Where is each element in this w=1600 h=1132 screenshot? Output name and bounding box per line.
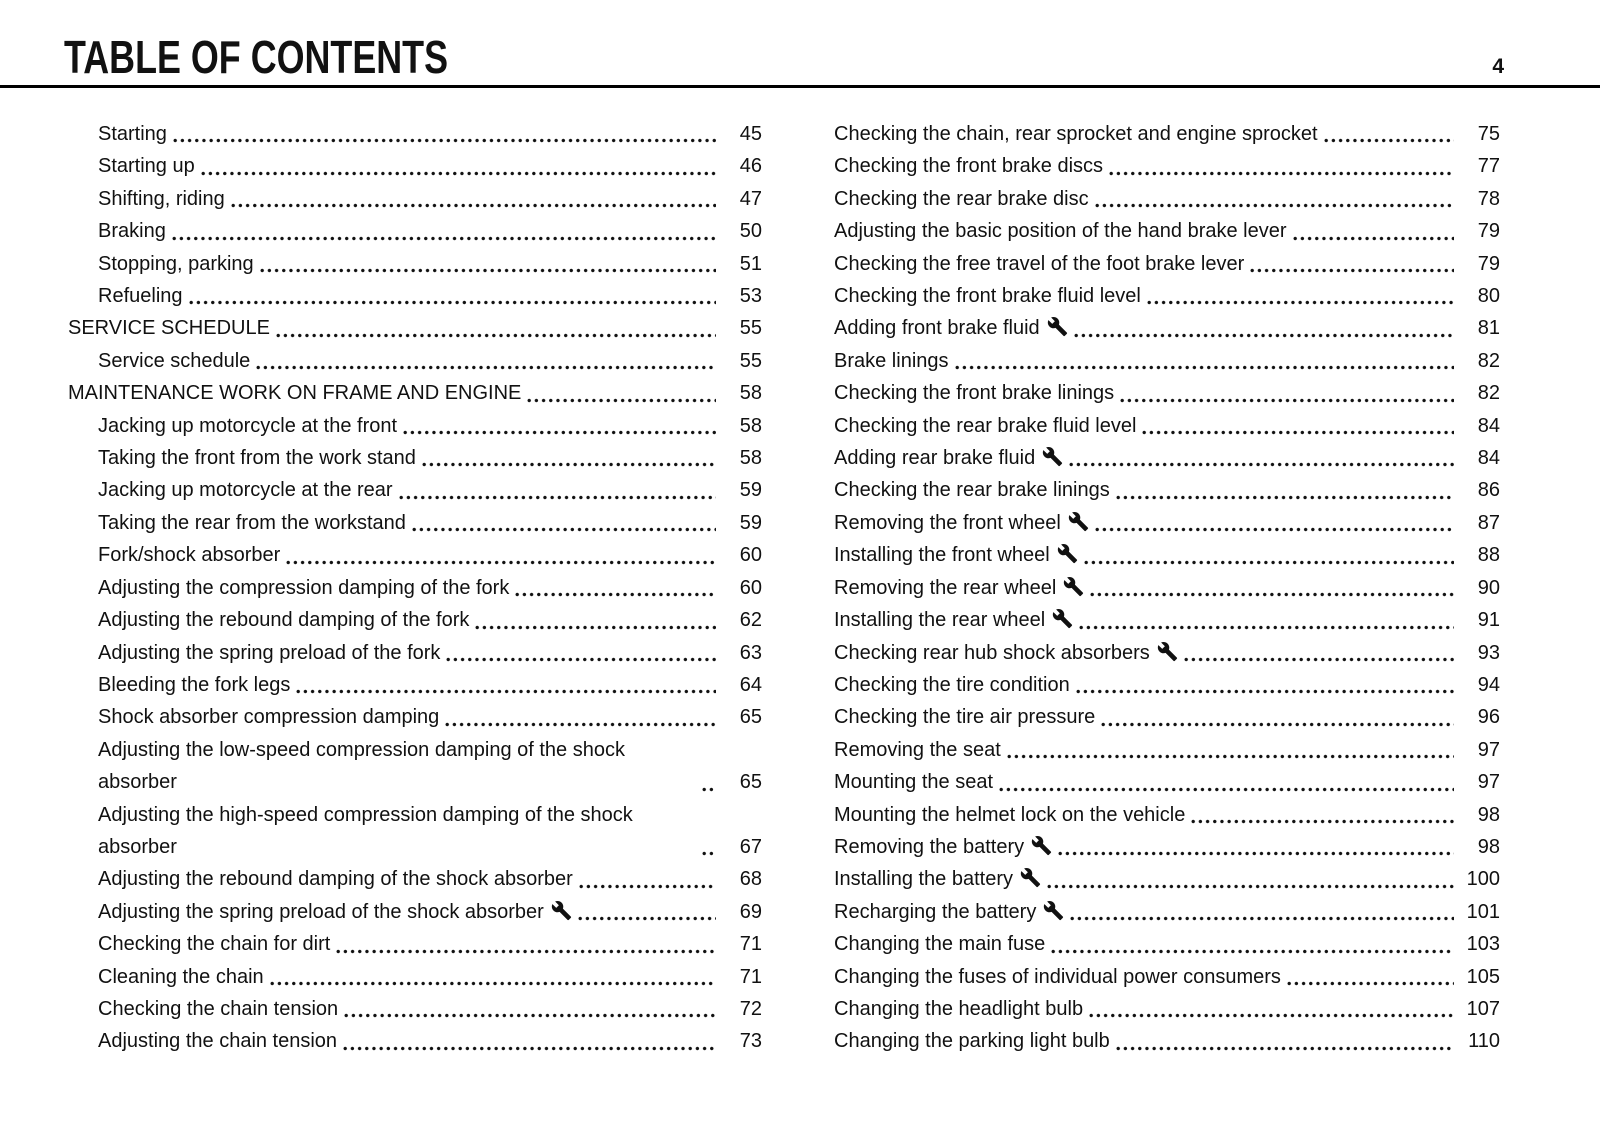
- toc-leader-dots: [336, 949, 716, 954]
- toc-leader-dots: [1324, 138, 1454, 143]
- toc-leader-dots: [1089, 1013, 1454, 1018]
- toc-entry-label: Braking: [98, 220, 166, 243]
- toc-entry[interactable]: [68, 701, 762, 733]
- toc-entry-page: 79: [1477, 252, 1500, 275]
- toc-entry[interactable]: [68, 863, 762, 895]
- toc-entry-label: Checking the rear brake fluid level: [834, 414, 1137, 437]
- toc-entry[interactable]: [68, 734, 762, 799]
- toc-leader-dots: [1069, 462, 1454, 467]
- toc-entry[interactable]: [834, 896, 1500, 928]
- toc-entry[interactable]: [68, 1025, 762, 1057]
- toc-entry-label: MAINTENANCE WORK ON FRAME AND ENGINE: [68, 382, 522, 405]
- toc-entry-page: 84: [1477, 414, 1500, 437]
- toc-entry[interactable]: [834, 312, 1500, 344]
- toc-leader-dots: [702, 787, 716, 792]
- toc-leader-dots: [1095, 527, 1454, 532]
- toc-entry[interactable]: [68, 183, 762, 215]
- toc-leader-dots: [527, 398, 716, 403]
- wrench-icon: [1020, 867, 1041, 888]
- toc-column-left: [68, 118, 762, 1058]
- toc-entry[interactable]: [834, 1025, 1500, 1057]
- toc-leader-dots: [1101, 722, 1454, 727]
- toc-entry[interactable]: [834, 863, 1500, 895]
- toc-entry-label: Cleaning the chain: [98, 965, 264, 988]
- toc-leader-dots: [1147, 300, 1454, 305]
- toc-entry-page: 80: [1477, 285, 1500, 308]
- toc-leader-dots: [999, 787, 1454, 792]
- toc-entry-label: Shifting, riding: [98, 187, 225, 210]
- toc-entry-page: 47: [739, 187, 762, 210]
- toc-entry[interactable]: [834, 637, 1500, 669]
- toc-entry-label: Adjusting the basic position of the hand brake lever: [834, 220, 1287, 243]
- wrench-icon: [1047, 316, 1068, 337]
- toc-entry-label: Removing the rear wheel: [834, 572, 1084, 604]
- toc-entry-label: Adjusting the spring preload of the fork: [98, 641, 441, 664]
- toc-entry[interactable]: [68, 961, 762, 993]
- toc-entry[interactable]: [834, 701, 1500, 733]
- toc-leader-dots: [1084, 560, 1454, 565]
- toc-entry-page: 55: [739, 349, 762, 372]
- wrench-icon: [551, 900, 572, 921]
- toc-entry-label: Adjusting the low-speed compression damping of the shock absorber: [98, 738, 625, 794]
- toc-leader-dots: [1007, 754, 1454, 759]
- toc-entry[interactable]: [834, 118, 1500, 150]
- toc-entry-page: 97: [1477, 738, 1500, 761]
- toc-leader-dots: [579, 884, 716, 889]
- toc-entry-label: Adding rear brake fluid: [834, 442, 1063, 474]
- toc-leader-dots: [399, 495, 716, 500]
- toc-entry[interactable]: [834, 377, 1500, 409]
- toc-entry-page: 77: [1477, 155, 1500, 178]
- toc-leader-dots: [172, 236, 716, 241]
- toc-entry-page: 62: [739, 609, 762, 632]
- toc-entry[interactable]: [68, 896, 762, 928]
- toc-entry-page: 73: [739, 1030, 762, 1053]
- page-number: 4: [1492, 55, 1504, 78]
- toc-entry[interactable]: [834, 604, 1500, 636]
- toc-entry-label: Mounting the seat: [834, 771, 993, 794]
- toc-leader-dots: [1184, 657, 1454, 662]
- toc-entry-label: Stopping, parking: [98, 252, 254, 275]
- toc-leader-dots: [1116, 1046, 1454, 1051]
- wrench-icon: [1042, 446, 1063, 467]
- toc-entry-page: 67: [739, 835, 762, 858]
- toc-entry-page: 103: [1466, 933, 1500, 956]
- toc-entry-page: 94: [1477, 673, 1500, 696]
- toc-leader-dots: [403, 430, 716, 435]
- toc-entry[interactable]: [68, 993, 762, 1025]
- toc-entry[interactable]: [834, 572, 1500, 604]
- toc-entry-page: 58: [739, 414, 762, 437]
- toc-entry-label: Checking the chain tension: [98, 997, 339, 1020]
- toc-entry-page: 107: [1466, 997, 1500, 1020]
- toc-entry-page: 91: [1477, 609, 1500, 632]
- toc-leader-dots: [1120, 398, 1454, 403]
- toc-leader-dots: [445, 722, 716, 727]
- toc-entry-page: 100: [1466, 868, 1500, 891]
- toc-entry-page: 45: [739, 123, 762, 145]
- toc-leader-dots: [955, 365, 1454, 370]
- toc-entry[interactable]: [68, 345, 762, 377]
- toc-entry[interactable]: [68, 637, 762, 669]
- toc-entry-label: Checking the rear brake disc: [834, 187, 1089, 210]
- toc-entry-label: Starting up: [98, 155, 195, 178]
- wrench-icon: [1052, 608, 1073, 629]
- toc-entry-label: Starting: [98, 123, 167, 145]
- toc-leader-dots: [1116, 495, 1454, 500]
- toc-leader-dots: [276, 333, 716, 338]
- toc-column-right: [834, 118, 1500, 1058]
- toc-entry[interactable]: [834, 669, 1500, 701]
- toc-entry-page: 71: [739, 965, 762, 988]
- toc-entry-label: Adjusting the rebound damping of the fork: [98, 609, 470, 632]
- toc-entry[interactable]: [834, 215, 1500, 247]
- toc-entry-page: 93: [1477, 641, 1500, 664]
- toc-entry-page: 59: [739, 511, 762, 534]
- toc-leader-dots: [256, 365, 716, 370]
- toc-entry[interactable]: [834, 183, 1500, 215]
- toc-entry-page: 81: [1477, 317, 1500, 340]
- toc-entry-page: 71: [739, 933, 762, 956]
- toc-entry-label: Checking the chain for dirt: [98, 933, 331, 956]
- toc-entry-label: Service schedule: [98, 349, 251, 372]
- wrench-icon: [1031, 835, 1052, 856]
- toc-entry-label: Adjusting the spring preload of the shock absorber: [98, 896, 572, 928]
- toc-entry-page: 101: [1466, 900, 1500, 923]
- toc-entry[interactable]: [834, 539, 1500, 571]
- toc-leader-dots: [702, 851, 716, 856]
- toc-entry-page: 60: [739, 544, 762, 567]
- toc-entry-label: Changing the headlight bulb: [834, 997, 1084, 1020]
- toc-leader-dots: [173, 138, 716, 143]
- toc-leader-dots: [231, 203, 716, 208]
- toc-leader-dots: [1090, 592, 1454, 597]
- toc-leader-dots: [422, 462, 716, 467]
- toc-entry[interactable]: [834, 474, 1500, 506]
- toc-leader-dots: [1095, 203, 1454, 208]
- toc-entry-page: 46: [739, 155, 762, 178]
- toc-entry-label: Checking the rear brake linings: [834, 479, 1110, 502]
- toc-leader-dots: [1058, 851, 1454, 856]
- toc-entry-label: Adjusting the compression damping of the fork: [98, 576, 510, 599]
- toc-entry[interactable]: [834, 961, 1500, 993]
- toc-leader-dots: [343, 1046, 716, 1051]
- toc-entry-label: Brake linings: [834, 349, 949, 372]
- wrench-icon: [1057, 543, 1078, 564]
- toc-entry[interactable]: [68, 474, 762, 506]
- toc-leader-dots: [260, 268, 716, 273]
- toc-leader-dots: [1076, 689, 1454, 694]
- toc-entry-page: 87: [1477, 511, 1500, 534]
- toc-entry[interactable]: [68, 669, 762, 701]
- toc-entry-page: 53: [739, 285, 762, 308]
- toc-entry-page: 63: [739, 641, 762, 664]
- toc-leader-dots: [475, 625, 716, 630]
- toc-entry-label: Shock absorber compression damping: [98, 706, 440, 729]
- toc-entry-label: Recharging the battery: [834, 896, 1064, 928]
- toc-entry[interactable]: [834, 248, 1500, 280]
- toc-entry-page: 82: [1477, 349, 1500, 372]
- toc-entry-page: 75: [1477, 123, 1500, 145]
- toc-leader-dots: [1250, 268, 1454, 273]
- toc-entry-label: Checking the front brake fluid level: [834, 285, 1141, 308]
- toc-entry[interactable]: [68, 118, 762, 150]
- toc-entry-label: Changing the parking light bulb: [834, 1030, 1110, 1053]
- toc-entry[interactable]: [68, 150, 762, 182]
- toc-leader-dots: [270, 981, 716, 986]
- toc-entry-label: Refueling: [98, 285, 183, 308]
- wrench-icon: [1068, 511, 1089, 532]
- toc-entry-page: 51: [739, 252, 762, 275]
- toc-entry[interactable]: [68, 280, 762, 312]
- toc-entry-page: 58: [739, 382, 762, 405]
- toc-entry[interactable]: [68, 442, 762, 474]
- toc-entry-label: Checking the front brake discs: [834, 155, 1104, 178]
- toc-entry[interactable]: [834, 928, 1500, 960]
- toc-leader-dots: [296, 689, 716, 694]
- toc-entry[interactable]: [68, 572, 762, 604]
- toc-entry-page: 65: [739, 706, 762, 729]
- wrench-icon: [1157, 641, 1178, 662]
- toc-entry[interactable]: [834, 831, 1500, 863]
- toc-entry-label: Removing the seat: [834, 738, 1001, 761]
- toc-leader-dots: [286, 560, 716, 565]
- toc-entry-page: 98: [1477, 835, 1500, 858]
- toc-leader-dots: [1070, 916, 1454, 921]
- toc-entry-label: Checking the front brake linings: [834, 382, 1115, 405]
- toc-entry-label: Adjusting the high-speed compression damping of the shock absorber: [98, 803, 633, 858]
- toc-leader-dots: [1047, 884, 1454, 889]
- wrench-icon: [1043, 900, 1064, 921]
- toc-entry-label: Changing the main fuse: [834, 933, 1046, 956]
- toc-entry[interactable]: [68, 799, 762, 864]
- toc-entry[interactable]: [68, 215, 762, 247]
- toc-entry-page: 58: [739, 447, 762, 470]
- toc-entry-label: Bleeding the fork legs: [98, 673, 291, 696]
- toc-entry-page: 68: [739, 868, 762, 891]
- toc-leader-dots: [1142, 430, 1454, 435]
- toc-entry[interactable]: [834, 993, 1500, 1025]
- toc-entry[interactable]: [68, 312, 762, 344]
- toc-entry[interactable]: [834, 410, 1500, 442]
- toc-entry[interactable]: [834, 766, 1500, 798]
- toc-entry-label: Jacking up motorcycle at the rear: [98, 479, 393, 502]
- toc-leader-dots: [446, 657, 716, 662]
- toc-entry-page: 84: [1477, 447, 1500, 470]
- toc-entry-page: 98: [1477, 803, 1500, 826]
- toc-entry-label: Installing the battery: [834, 863, 1041, 895]
- toc-entry-label: SERVICE SCHEDULE: [68, 317, 270, 340]
- toc-leader-dots: [1191, 819, 1454, 824]
- toc-entry[interactable]: [68, 507, 762, 539]
- toc-entry-label: Fork/shock absorber: [98, 544, 281, 567]
- toc-leader-dots: [412, 527, 716, 532]
- toc-entry[interactable]: [834, 507, 1500, 539]
- toc-entry-page: 72: [739, 997, 762, 1020]
- toc-leader-dots: [578, 916, 716, 921]
- toc-entry-page: 88: [1477, 544, 1500, 567]
- toc-entry-label: Checking the tire air pressure: [834, 706, 1096, 729]
- toc-entry-label: Installing the front wheel: [834, 539, 1078, 571]
- toc-entry-page: 79: [1477, 220, 1500, 243]
- toc-entry[interactable]: [68, 539, 762, 571]
- toc-entry-label: Jacking up motorcycle at the front: [98, 414, 398, 437]
- toc-entry-label: Taking the front from the work stand: [98, 447, 416, 470]
- toc-entry-page: 50: [739, 220, 762, 243]
- page-header: [0, 0, 1600, 88]
- toc-entry-page: 90: [1477, 576, 1500, 599]
- toc-leader-dots: [1079, 625, 1454, 630]
- toc-entry-label: Removing the battery: [834, 831, 1052, 863]
- toc-entry[interactable]: [68, 928, 762, 960]
- toc-entry[interactable]: [834, 734, 1500, 766]
- toc-leader-dots: [1293, 236, 1454, 241]
- toc-columns: [0, 88, 1600, 1058]
- toc-leader-dots: [344, 1013, 716, 1018]
- toc-entry[interactable]: [68, 604, 762, 636]
- toc-entry-page: 96: [1477, 706, 1500, 729]
- toc-entry-label: Checking the chain, rear sprocket and engine sprocket: [834, 123, 1318, 145]
- page-title: TABLE OF CONTENTS: [64, 31, 449, 83]
- toc-leader-dots: [1287, 981, 1454, 986]
- toc-entry-page: 105: [1466, 965, 1500, 988]
- toc-leader-dots: [189, 300, 716, 305]
- toc-leader-dots: [1051, 949, 1454, 954]
- toc-entry-label: Mounting the helmet lock on the vehicle: [834, 803, 1186, 826]
- toc-entry-label: Checking the tire condition: [834, 673, 1070, 696]
- toc-entry-label: Checking rear hub shock absorbers: [834, 637, 1178, 669]
- toc-leader-dots: [1109, 171, 1454, 176]
- toc-entry[interactable]: [68, 377, 762, 409]
- toc-entry-page: 64: [739, 673, 762, 696]
- toc-leader-dots: [515, 592, 716, 597]
- toc-entry-label: Changing the fuses of individual power consumers: [834, 965, 1281, 988]
- toc-entry-label: Adjusting the rebound damping of the shock absorber: [98, 868, 573, 891]
- toc-entry[interactable]: [68, 410, 762, 442]
- toc-entry-page: 97: [1477, 771, 1500, 794]
- toc-entry-page: 65: [739, 771, 762, 794]
- toc-entry-label: Taking the rear from the workstand: [98, 511, 406, 534]
- toc-entry-label: Adding front brake fluid: [834, 312, 1068, 344]
- toc-entry-label: Checking the free travel of the foot brake lever: [834, 252, 1245, 275]
- toc-entry[interactable]: [834, 345, 1500, 377]
- toc-entry[interactable]: [68, 248, 762, 280]
- toc-entry[interactable]: [834, 442, 1500, 474]
- toc-leader-dots: [201, 171, 716, 176]
- wrench-icon: [1063, 576, 1084, 597]
- toc-entry-page: 60: [739, 576, 762, 599]
- toc-entry[interactable]: [834, 280, 1500, 312]
- toc-entry-label: Installing the rear wheel: [834, 604, 1073, 636]
- toc-entry[interactable]: [834, 799, 1500, 831]
- toc-entry-page: 59: [739, 479, 762, 502]
- toc-entry-label: Removing the front wheel: [834, 507, 1089, 539]
- toc-entry-page: 82: [1477, 382, 1500, 405]
- toc-entry-label: Adjusting the chain tension: [98, 1030, 338, 1053]
- toc-leader-dots: [1074, 333, 1454, 338]
- toc-entry-page: 55: [739, 317, 762, 340]
- toc-entry-page: 110: [1468, 1030, 1500, 1053]
- toc-entry[interactable]: [834, 150, 1500, 182]
- toc-entry-page: 86: [1477, 479, 1500, 502]
- toc-entry-page: 78: [1477, 187, 1500, 210]
- toc-entry-page: 69: [739, 900, 762, 923]
